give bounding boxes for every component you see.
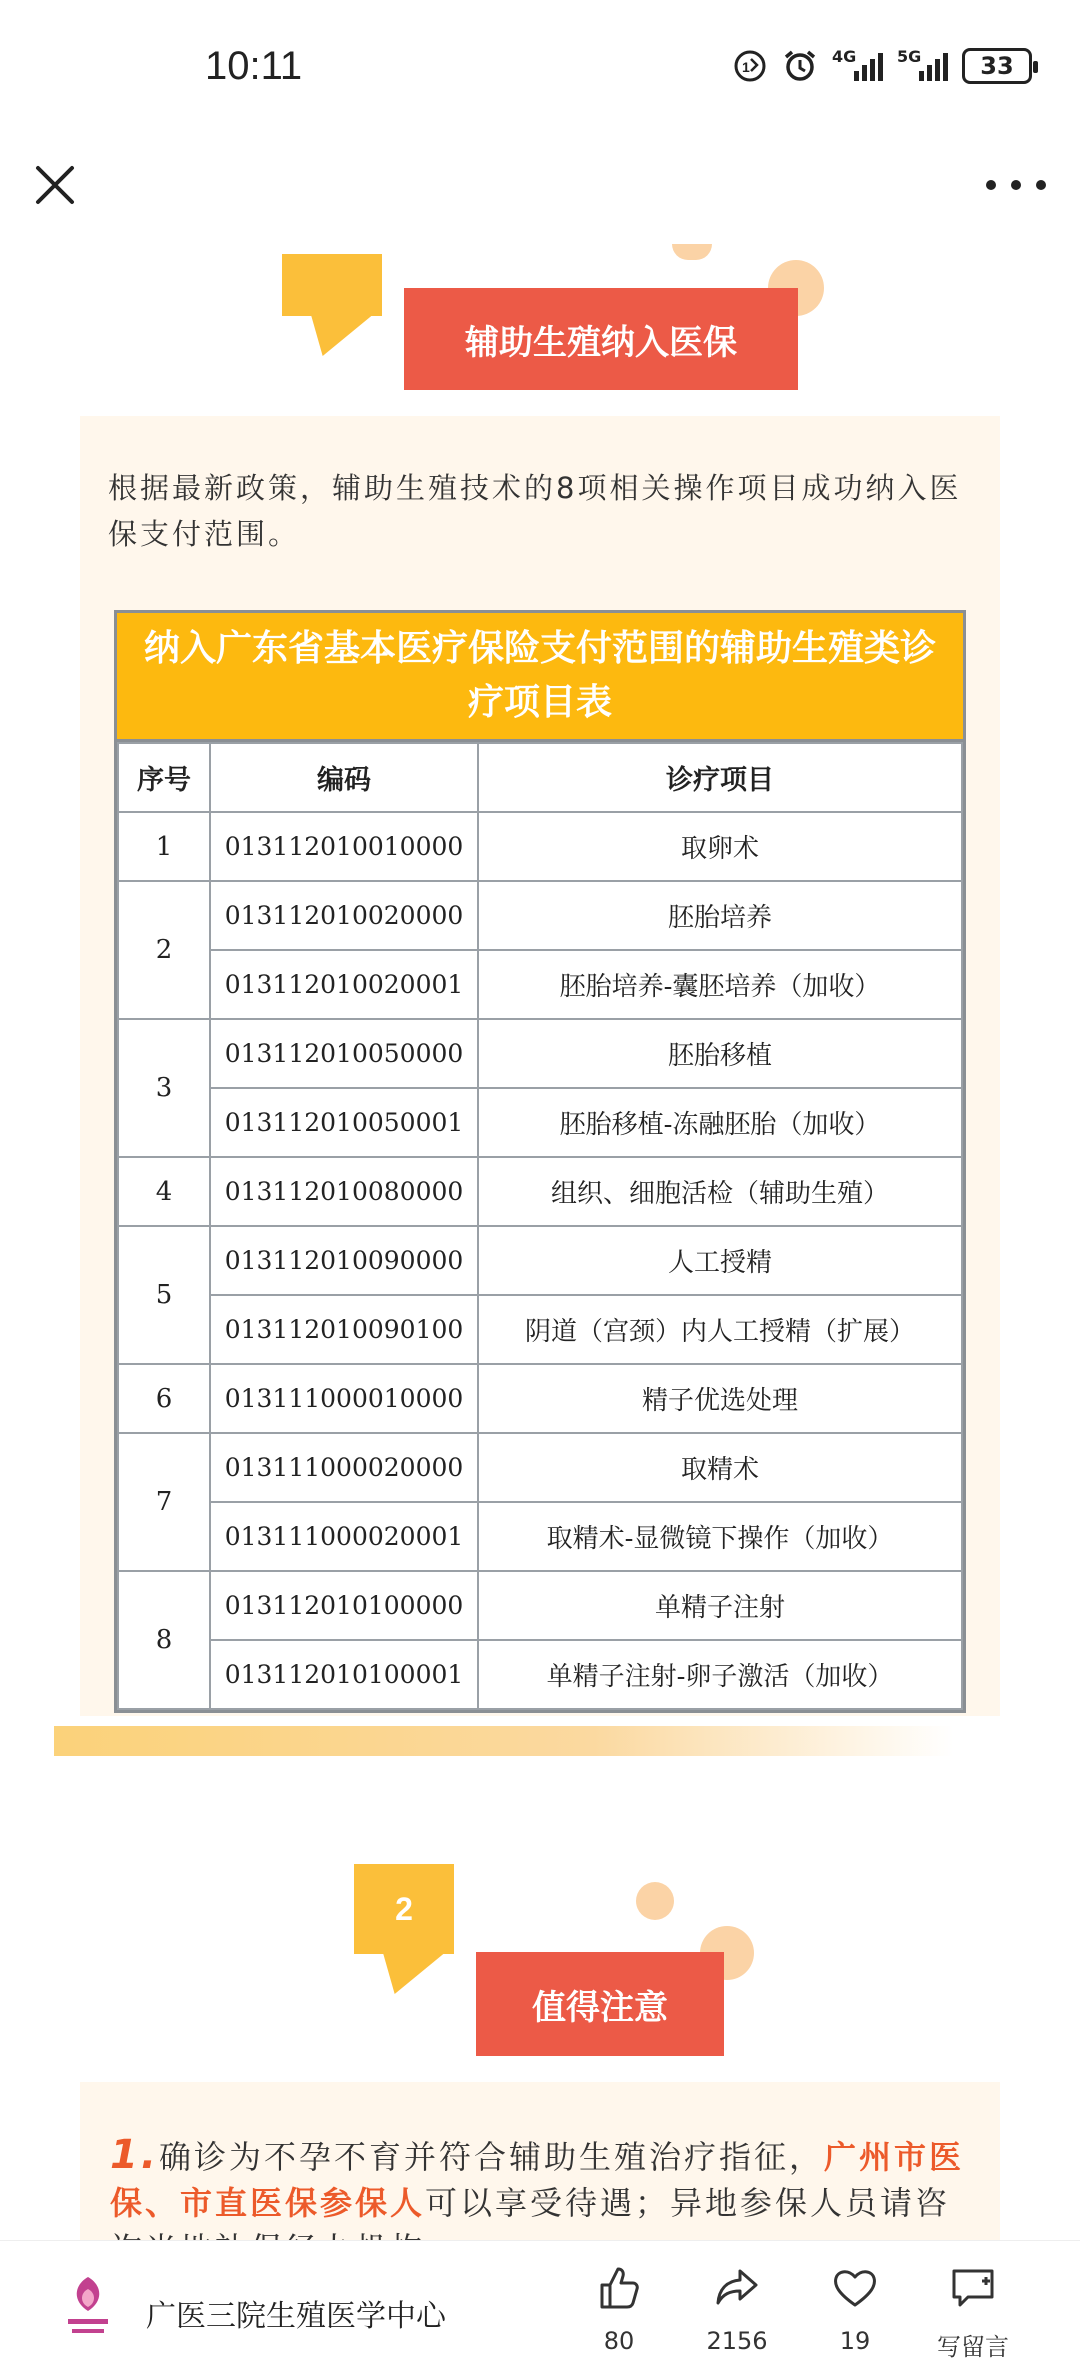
decor-dot [672,244,712,260]
more-button[interactable] [986,165,1046,205]
table-row [118,1502,962,1571]
table-row [118,812,962,881]
row-code: 013112010050001 [210,1088,478,1157]
row-code: 013111000010000 [210,1364,478,1433]
header-no: 序号 [118,743,210,812]
more-icon [986,180,996,190]
table-header-row [118,743,962,812]
intro-text: 根据最新政策，辅助生殖技术的8项相关操作项目成功纳入医保支付范围。 [108,471,962,551]
row-no: 4 [118,1157,210,1226]
row-code: 013111000020001 [210,1502,478,1571]
note-post: 可以享受待遇；异地参保人员请咨 [425,2184,951,2222]
nav-bar [0,140,1080,240]
table-row [118,1433,962,1502]
medical-items-table [114,610,966,1713]
row-no: 6 [118,1364,210,1433]
row-no: 7 [118,1433,210,1571]
row-code: 013112010010000 [210,812,478,881]
battery-icon [962,48,1032,84]
row-code: 013112010080000 [210,1157,478,1226]
row-code: 013112010090100 [210,1295,478,1364]
table-row [118,1019,962,1088]
table-row [118,1088,962,1157]
alarm-icon [782,48,818,84]
favorite-count: 19 [839,2327,871,2355]
article-content[interactable] [0,240,1080,2240]
section-2-badge: 2 [354,1864,454,1954]
row-item: 取卵术 [478,812,962,881]
table-row [118,1157,962,1226]
thumbs-up-icon [594,2263,644,2313]
row-item: 人工授精 [478,1226,962,1295]
row-code: 013111000020000 [210,1433,478,1502]
table-row [118,881,962,950]
row-item: 精子优选处理 [478,1364,962,1433]
signal-4g-icon: 4G [832,51,883,81]
row-code: 013112010020001 [210,950,478,1019]
row-item: 组织、细胞活检（辅助生殖） [478,1157,962,1226]
row-code: 013112010100000 [210,1571,478,1640]
row-item: 阴道（宫颈）内人工授精（扩展） [478,1295,962,1364]
share-icon [712,2263,762,2313]
table-row [118,1640,962,1709]
share-count: 2156 [706,2327,768,2355]
hd-call-icon [732,48,768,84]
table-row [118,1364,962,1433]
account-logo-icon[interactable] [64,2271,112,2341]
section-1-title: 辅助生殖纳入医保 [404,288,798,390]
battery-level: 33 [980,52,1014,80]
table-row [118,1226,962,1295]
row-no: 3 [118,1019,210,1157]
row-item: 取精术 [478,1433,962,1502]
bottom-bar [0,2240,1080,2376]
like-button[interactable] [564,2263,674,2355]
decor-stripe [54,1726,954,1756]
row-item: 单精子注射 [478,1571,962,1640]
table-row [118,1571,962,1640]
table-row [118,1295,962,1364]
row-item: 胚胎移植-冻融胚胎（加收） [478,1088,962,1157]
table-title: 纳入广东省基本医疗保险支付范围的辅助生殖类诊疗项目表 [117,613,963,742]
header-item: 诊疗项目 [478,743,962,812]
items-table [117,742,963,1710]
note-highlight: 广州市医保、市直医保参保人 [110,2138,965,2222]
note-pre: 确诊为不孕不育并符合辅助生殖治疗指征， [159,2138,825,2176]
decor-dot [636,1882,674,1920]
account-name[interactable]: 广医三院生殖医学中心 [146,2299,446,2334]
like-count: 80 [603,2327,635,2355]
row-no: 8 [118,1571,210,1709]
signal-5g-icon: 5G [897,51,948,81]
comment-label: 写留言 [937,2333,1009,2361]
row-item: 取精术-显微镜下操作（加收） [478,1502,962,1571]
note-number: 1. [110,2132,160,2178]
share-button[interactable] [682,2263,792,2355]
favorite-button[interactable] [800,2263,910,2355]
row-item: 胚胎移植 [478,1019,962,1088]
section-1-badge [282,254,382,316]
comment-button[interactable] [918,2263,1028,2362]
row-code: 013112010100001 [210,1640,478,1709]
svg-text:1: 1 [742,59,750,75]
row-code: 013112010090000 [210,1226,478,1295]
table-row [118,950,962,1019]
row-item: 单精子注射-卵子激活（加收） [478,1640,962,1709]
close-icon [30,160,80,210]
row-item: 胚胎培养-囊胚培养（加收） [478,950,962,1019]
row-item: 胚胎培养 [478,881,962,950]
row-no: 5 [118,1226,210,1364]
section-2-title: 值得注意 [476,1952,724,2056]
row-code: 013112010050000 [210,1019,478,1088]
heart-icon [830,2263,880,2313]
close-button[interactable] [30,160,80,210]
status-icons [732,48,1032,84]
status-bar [0,0,1080,140]
header-code: 编码 [210,743,478,812]
status-time: 10:11 [205,44,303,88]
comment-icon [948,2263,998,2313]
row-code: 013112010020000 [210,881,478,950]
row-no: 1 [118,812,210,881]
row-no: 2 [118,881,210,1019]
